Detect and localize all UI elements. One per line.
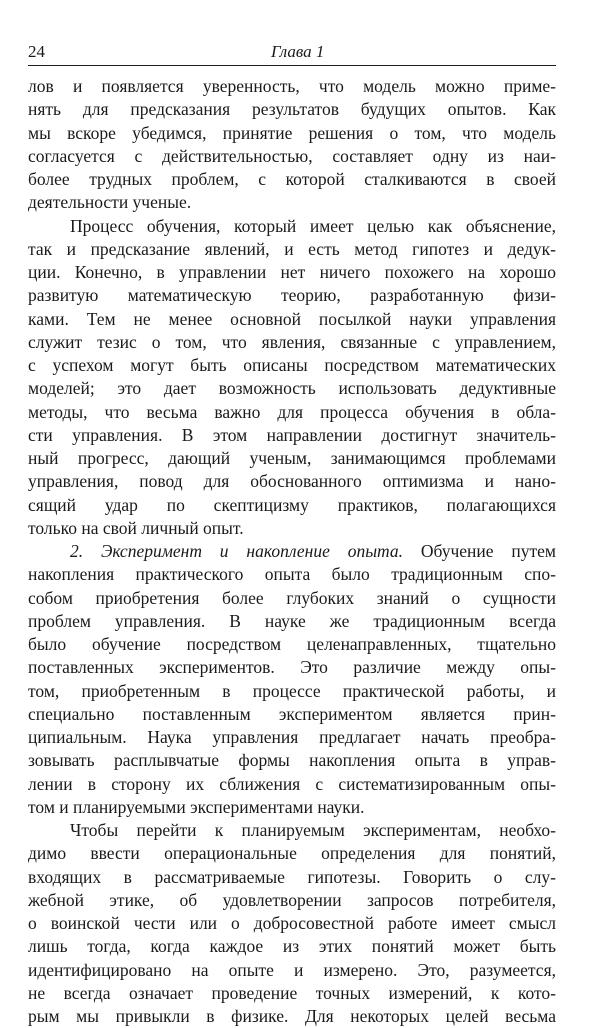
text-line: ный прогресс, дающий ученым, занимающимся проблемами: [28, 448, 556, 468]
text-line: идентифицировано на опыте и измерено. Это, разумеется,: [28, 959, 556, 980]
body-text: [28, 75, 556, 1028]
text-line: деятельности ученые.: [28, 192, 192, 213]
text-line: управления, повод для обоснованного оптимизма и нано-: [28, 471, 556, 492]
text-line: не всегда означает проведение точных измерений, к кото-: [28, 982, 556, 1003]
text-line: ции. Конечно, в управлении нет ничего похожего на хорошо: [28, 262, 556, 282]
text-line: ципиальным. Наука управления предлагает начать преобра-: [28, 727, 556, 747]
text-line: жебной этике, об удовлетворении запросов потребителя,: [28, 889, 556, 910]
text-line: служит тезис о том, что явления, связанные с управлением,: [28, 331, 556, 352]
text-fragment: Обучение путем: [403, 541, 556, 561]
paragraph: [28, 540, 556, 819]
page-number: 24: [28, 42, 45, 61]
paragraph: [28, 215, 556, 541]
text-line: входящих в рассматриваемые гипотезы. Говорить о слу-: [28, 866, 556, 887]
paragraph: [28, 75, 556, 215]
text-line: согласуется с действительностью, составляет одну из наи-: [28, 145, 556, 166]
text-line: рым мы привыкли в физике. Для некоторых целей весьма: [28, 1006, 556, 1026]
text-line: мы вскоре убедимся, принятие решения о том, что модель: [28, 122, 556, 143]
text-line: сти управления. В этом направлении достигнут значитель-: [28, 424, 556, 445]
text-line: лении в сторону их сближения с систематизированным опы-: [28, 773, 556, 794]
text-line: ками. Тем не менее основной посылкой науки управления: [28, 308, 556, 329]
text-line: было обучение посредством целенаправленных, тщательно: [28, 634, 556, 654]
page-header: [28, 40, 556, 66]
text-line: о воинской чести или о добросовестной работе имеет смысл: [28, 913, 556, 933]
text-line: более трудных проблем, с которой сталкиваются в своей: [28, 169, 556, 189]
text-line: том и планируемыми экспериментами науки.: [28, 796, 365, 817]
text-line: проблем управления. В науке же традиционным всегда: [28, 610, 556, 631]
section-heading: 2. Эксперимент и накопление опыта.: [70, 541, 404, 561]
text-line: специально поставленным экспериментом является прин-: [28, 703, 556, 724]
text-line: нять для предсказания результатов будущих опытов. Как: [28, 99, 556, 120]
paragraph: [28, 819, 556, 1028]
text-line: сящий удар по скептицизму практиков, полагающихся: [28, 494, 556, 515]
text-line: лов и появляется уверенность, что модель можно приме-: [28, 76, 556, 96]
text-line: только на свой личный опыт.: [28, 517, 244, 538]
text-line: Процесс обучения, который имеет целью как объяснение,: [70, 215, 556, 236]
text-line: собом приобретения более глубоких знаний о сущности: [28, 587, 556, 608]
running-title: Глава 1: [271, 42, 325, 61]
text-line: Чтобы перейти к планируемым экспериментам, необхо-: [70, 820, 556, 840]
text-line: накопления практического опыта было традиционным спо-: [28, 564, 556, 585]
text-line: том, приобретенным в процессе практической работы, и: [28, 680, 556, 701]
text-line: методы, что весьма важно для процесса обучения в обла-: [28, 401, 556, 422]
text-line: так и предсказание явлений, и есть метод гипотез и дедук-: [28, 238, 556, 259]
text-line: димо ввести операциональные определения для понятий,: [28, 843, 556, 864]
text-line: моделей; это дает возможность использовать дедуктивные: [28, 378, 556, 399]
section-heading-line: [28, 540, 556, 563]
text-line: поставленных экспериментов. Это различие между опы-: [28, 657, 556, 678]
text-line: с успехом могут быть описаны посредством математических: [28, 355, 556, 375]
text-line: лишь тогда, когда каждое из этих понятий может быть: [28, 936, 556, 957]
header-rule: [28, 65, 556, 66]
text-line: зовывать расплывчатые формы накопления опыта в управ-: [28, 750, 556, 771]
text-line: развитую математическую теорию, разработанную физи-: [28, 285, 556, 306]
